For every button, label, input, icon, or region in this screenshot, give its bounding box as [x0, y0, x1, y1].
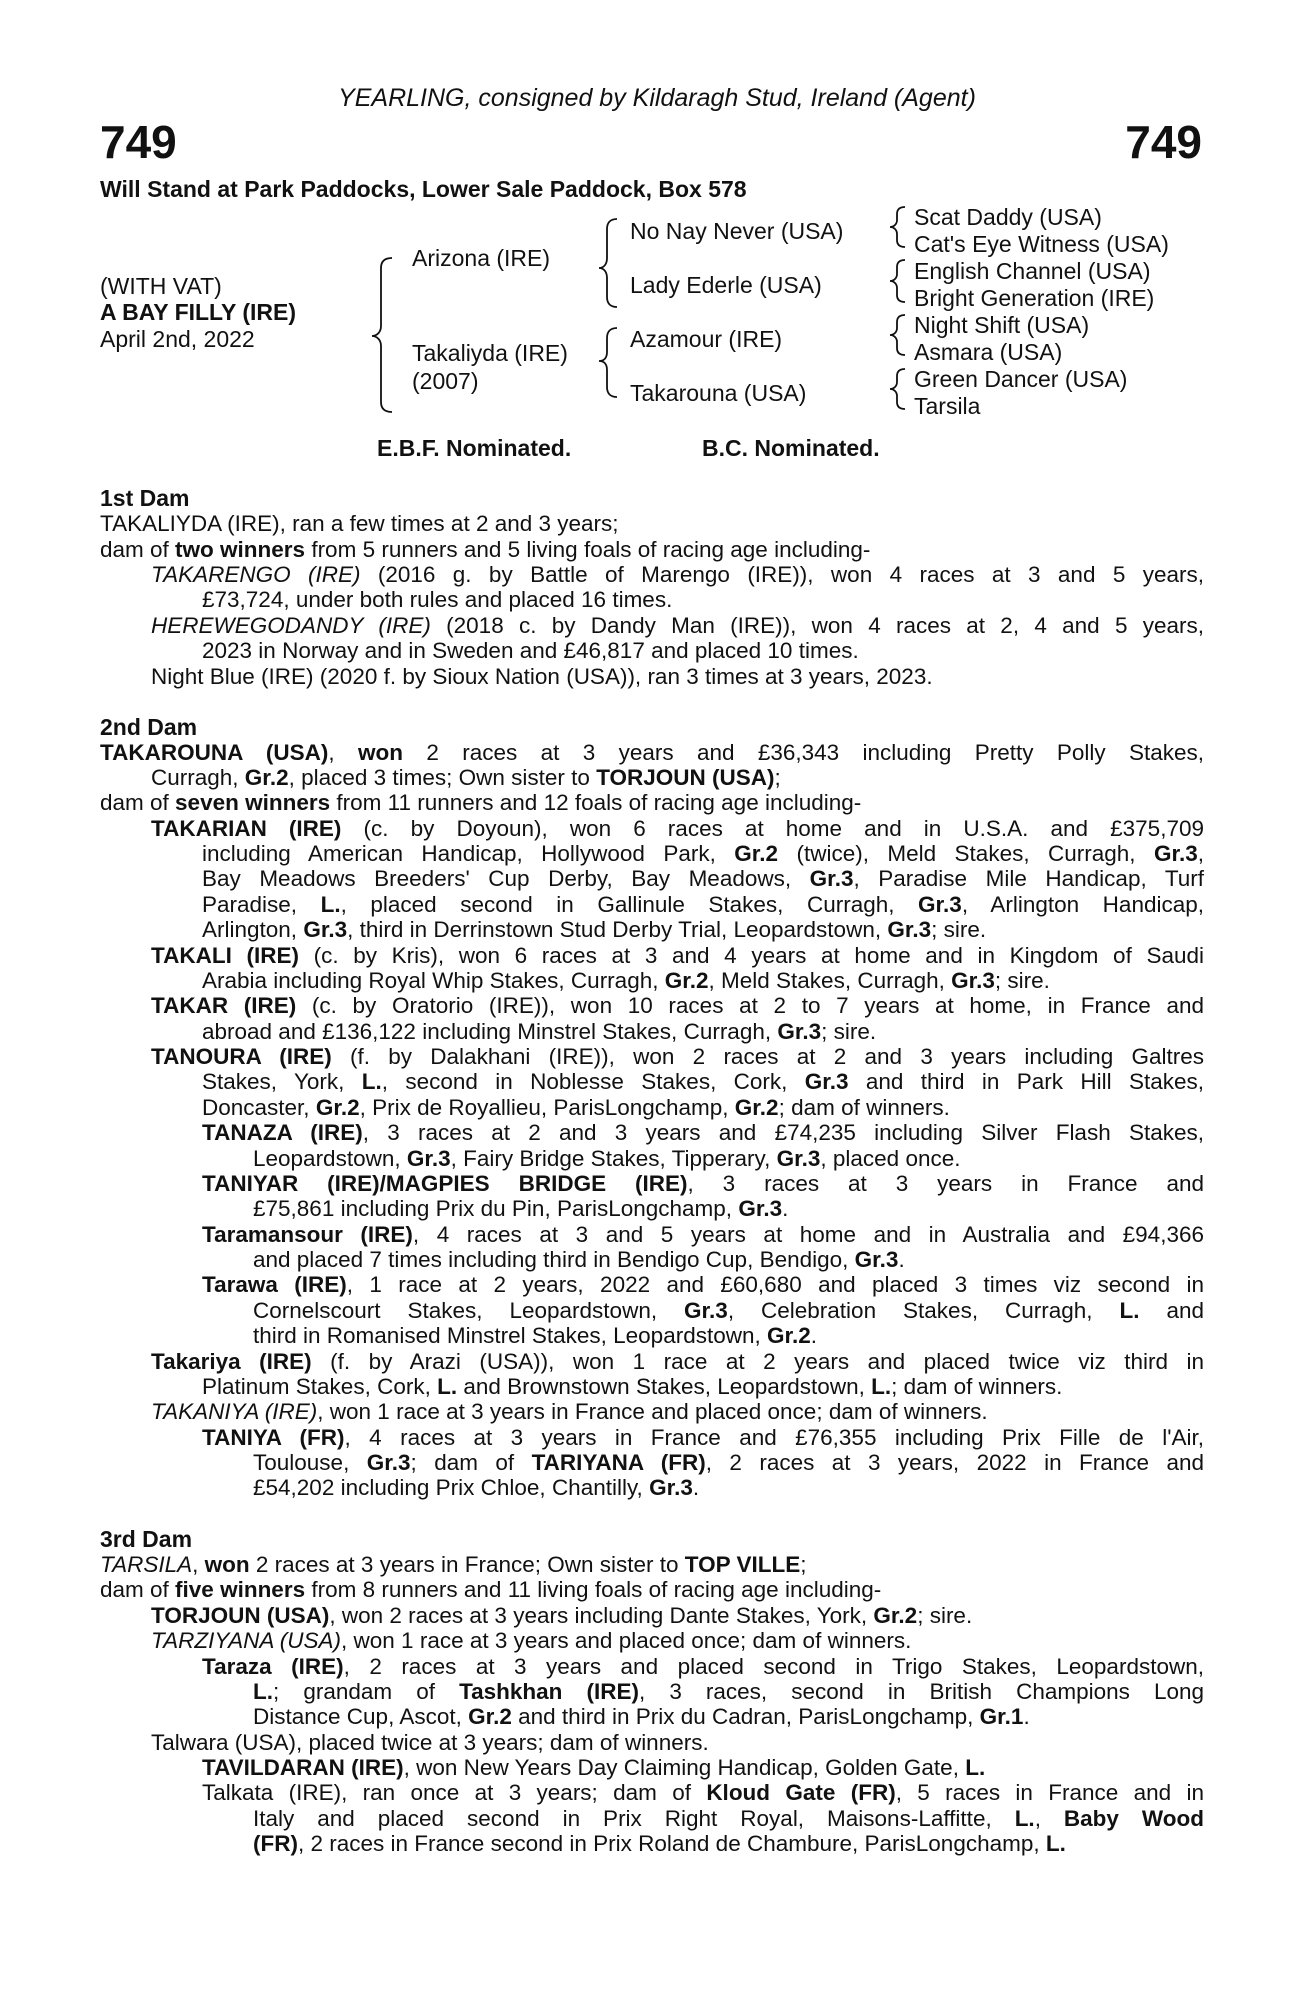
text-line: Curragh, Gr.2, placed 3 times; Own sister to TORJOUN (USA);: [151, 765, 781, 790]
text-line: TANIYA (FR), 4 races at 3 years in France and £76,355 including Prix Fille de l'Air,: [202, 1425, 1204, 1450]
gg-4: Bright Generation (IRE): [914, 285, 1155, 311]
vat-label: (WITH VAT): [100, 273, 222, 299]
text-line: dam of seven winners from 11 runners and 12 foals of racing age including-: [100, 790, 862, 815]
gg-7: Green Dancer (USA): [914, 366, 1128, 392]
text-line: £73,724, under both rules and placed 16 times.: [202, 587, 673, 612]
sire-dam: Lady Ederle (USA): [630, 272, 822, 298]
section-title-2nd-dam: 2nd Dam: [100, 714, 198, 740]
text-line: including American Handicap, Hollywood Park, Gr.2 (twice), Meld Stakes, Curragh, Gr.3,: [202, 841, 1204, 866]
ebf-nomination: E.B.F. Nominated.: [377, 435, 572, 461]
text-line: Night Blue (IRE) (2020 f. by Sioux Nation (USA)), ran 3 times at 3 years, 2023.: [151, 664, 933, 689]
text-line: TANIYAR (IRE)/MAGPIES BRIDGE (IRE), 3 races at 3 years in France and: [202, 1171, 1204, 1196]
text-line: (FR), 2 races in France second in Prix Roland de Chambure, ParisLongchamp, L.: [253, 1831, 1066, 1856]
text-line: Bay Meadows Breeders' Cup Derby, Bay Meadows, Gr.3, Paradise Mile Handicap, Turf: [202, 866, 1205, 891]
dam: Takaliyda (IRE): [412, 340, 568, 366]
text-line: Cornelscourt Stakes, Leopardstown, Gr.3, Celebration Stakes, Curragh, L. and: [253, 1298, 1204, 1323]
dam-dam: Takarouna (USA): [630, 380, 807, 406]
text-line: Arlington, Gr.3, third in Derrinstown Stud Derby Trial, Leopardstown, Gr.3; sire.: [202, 917, 987, 942]
text-line: third in Romanised Minstrel Stakes, Leopardstown, Gr.2.: [253, 1323, 818, 1348]
text-line: Doncaster, Gr.2, Prix de Royallieu, ParisLongchamp, Gr.2; dam of winners.: [202, 1095, 950, 1120]
text-line: Toulouse, Gr.3; dam of TARIYANA (FR), 2 races at 3 years, 2022 in France and: [253, 1450, 1205, 1475]
text-line: TAKALIYDA (IRE), ran a few times at 2 and 3 years;: [100, 511, 619, 536]
section-title-3rd-dam: 3rd Dam: [100, 1526, 193, 1552]
text-line: Arabia including Royal Whip Stakes, Curragh, Gr.2, Meld Stakes, Curragh, Gr.3; sire.: [202, 968, 1050, 993]
bc-nomination: B.C. Nominated.: [702, 435, 880, 461]
text-line: Italy and placed second in Prix Right Royal, Maisons-Laffitte, L., Baby Wood: [253, 1806, 1204, 1831]
lot-number-right: 749: [1125, 116, 1202, 168]
consigner-line: YEARLING, consigned by Kildaragh Stud, Ireland (Agent): [338, 84, 976, 112]
text-line: Takariya (IRE) (f. by Arazi (USA)), won 1 race at 2 years and placed twice viz third in: [151, 1349, 1204, 1374]
text-line: TAKARIAN (IRE) (c. by Doyoun), won 6 races at home and in U.S.A. and £375,709: [151, 816, 1204, 841]
text-line: Taraza (IRE), 2 races at 3 years and placed second in Trigo Stakes, Leopardstown,: [202, 1654, 1204, 1679]
text-line: TORJOUN (USA), won 2 races at 3 years including Dante Stakes, York, Gr.2; sire.: [151, 1603, 973, 1628]
text-line: TAKANIYA (IRE), won 1 race at 3 years in France and placed once; dam of winners.: [151, 1399, 988, 1424]
gg-2: Cat's Eye Witness (USA): [914, 231, 1169, 257]
gg-8: Tarsila: [914, 393, 981, 419]
stand-location: Will Stand at Park Paddocks, Lower Sale Paddock, Box 578: [100, 176, 747, 202]
text-line: TARZIYANA (USA), won 1 race at 3 years and placed once; dam of winners.: [151, 1628, 912, 1653]
text-line: TAKAROUNA (USA), won 2 races at 3 years and £36,343 including Pretty Polly Stakes,: [100, 740, 1204, 765]
text-line: abroad and £136,122 including Minstrel Stakes, Curragh, Gr.3; sire.: [202, 1019, 877, 1044]
text-line: dam of five winners from 8 runners and 11 living foals of racing age including-: [100, 1577, 882, 1602]
text-line: HEREWEGODANDY (IRE) (2018 c. by Dandy Man (IRE)), won 4 races at 2, 4 and 5 years,: [151, 613, 1204, 638]
text-line: Taramansour (IRE), 4 races at 3 and 5 years at home and in Australia and £94,366: [202, 1222, 1204, 1247]
gg-3: English Channel (USA): [914, 258, 1151, 284]
text-line: L.; grandam of Tashkhan (IRE), 3 races, second in British Champions Long: [253, 1679, 1205, 1704]
text-line: 2023 in Norway and in Sweden and £46,817 and placed 10 times.: [202, 638, 859, 663]
text-line: and placed 7 times including third in Bendigo Cup, Bendigo, Gr.3.: [253, 1247, 905, 1272]
sire: Arizona (IRE): [412, 245, 551, 271]
text-line: £75,861 including Prix du Pin, ParisLongchamp, Gr.3.: [253, 1196, 789, 1221]
text-line: Talkata (IRE), ran once at 3 years; dam of Kloud Gate (FR), 5 races in France and in: [202, 1780, 1204, 1805]
text-line: Paradise, L., placed second in Gallinule Stakes, Curragh, Gr.3, Arlington Handicap,: [202, 892, 1204, 917]
gg-1: Scat Daddy (USA): [914, 204, 1102, 230]
text-line: dam of two winners from 5 runners and 5 living foals of racing age including-: [100, 537, 871, 562]
section-title-1st-dam: 1st Dam: [100, 485, 190, 511]
foaling-date: April 2nd, 2022: [100, 326, 255, 352]
text-line: Distance Cup, Ascot, Gr.2 and third in Prix du Cadran, ParisLongchamp, Gr.1.: [253, 1704, 1030, 1729]
text-line: TANAZA (IRE), 3 races at 2 and 3 years and £74,235 including Silver Flash Stakes,: [202, 1120, 1204, 1145]
sire-sire: No Nay Never (USA): [630, 218, 844, 244]
text-line: TAKAR (IRE) (c. by Oratorio (IRE)), won 10 races at 2 to 7 years at home, in France and: [151, 993, 1204, 1018]
text-line: Stakes, York, L., second in Noblesse Stakes, Cork, Gr.3 and third in Park Hill Stakes,: [202, 1069, 1205, 1094]
text-line: TAKALI (IRE) (c. by Kris), won 6 races at 3 and 4 years at home and in Kingdom of Saudi: [151, 943, 1204, 968]
gg-6: Asmara (USA): [914, 339, 1063, 365]
dam-year: (2007): [412, 368, 479, 394]
text-line: Tarawa (IRE), 1 race at 2 years, 2022 and £60,680 and placed 3 times viz second in: [202, 1272, 1204, 1297]
gg-5: Night Shift (USA): [914, 312, 1090, 338]
dam-sire: Azamour (IRE): [630, 326, 783, 352]
text-line: £54,202 including Prix Chloe, Chantilly, Gr.3.: [253, 1475, 700, 1500]
text-line: TARSILA, won 2 races at 3 years in France; Own sister to TOP VILLE;: [100, 1552, 807, 1577]
text-line: Platinum Stakes, Cork, L. and Brownstown Stakes, Leopardstown, L.; dam of winners.: [202, 1374, 1063, 1399]
text-line: Leopardstown, Gr.3, Fairy Bridge Stakes, Tipperary, Gr.3, placed once.: [253, 1146, 961, 1171]
text-line: TANOURA (IRE) (f. by Dalakhani (IRE)), won 2 races at 2 and 3 years including Galtres: [151, 1044, 1204, 1069]
text-line: TAVILDARAN (IRE), won New Years Day Claiming Handicap, Golden Gate, L.: [202, 1755, 986, 1780]
text-line: TAKARENGO (IRE) (2016 g. by Battle of Marengo (IRE)), won 4 races at 3 and 5 years,: [151, 562, 1204, 587]
text-line: Talwara (USA), placed twice at 3 years; dam of winners.: [151, 1730, 709, 1755]
lot-number-left: 749: [100, 116, 177, 168]
horse-name: A BAY FILLY (IRE): [100, 299, 296, 325]
